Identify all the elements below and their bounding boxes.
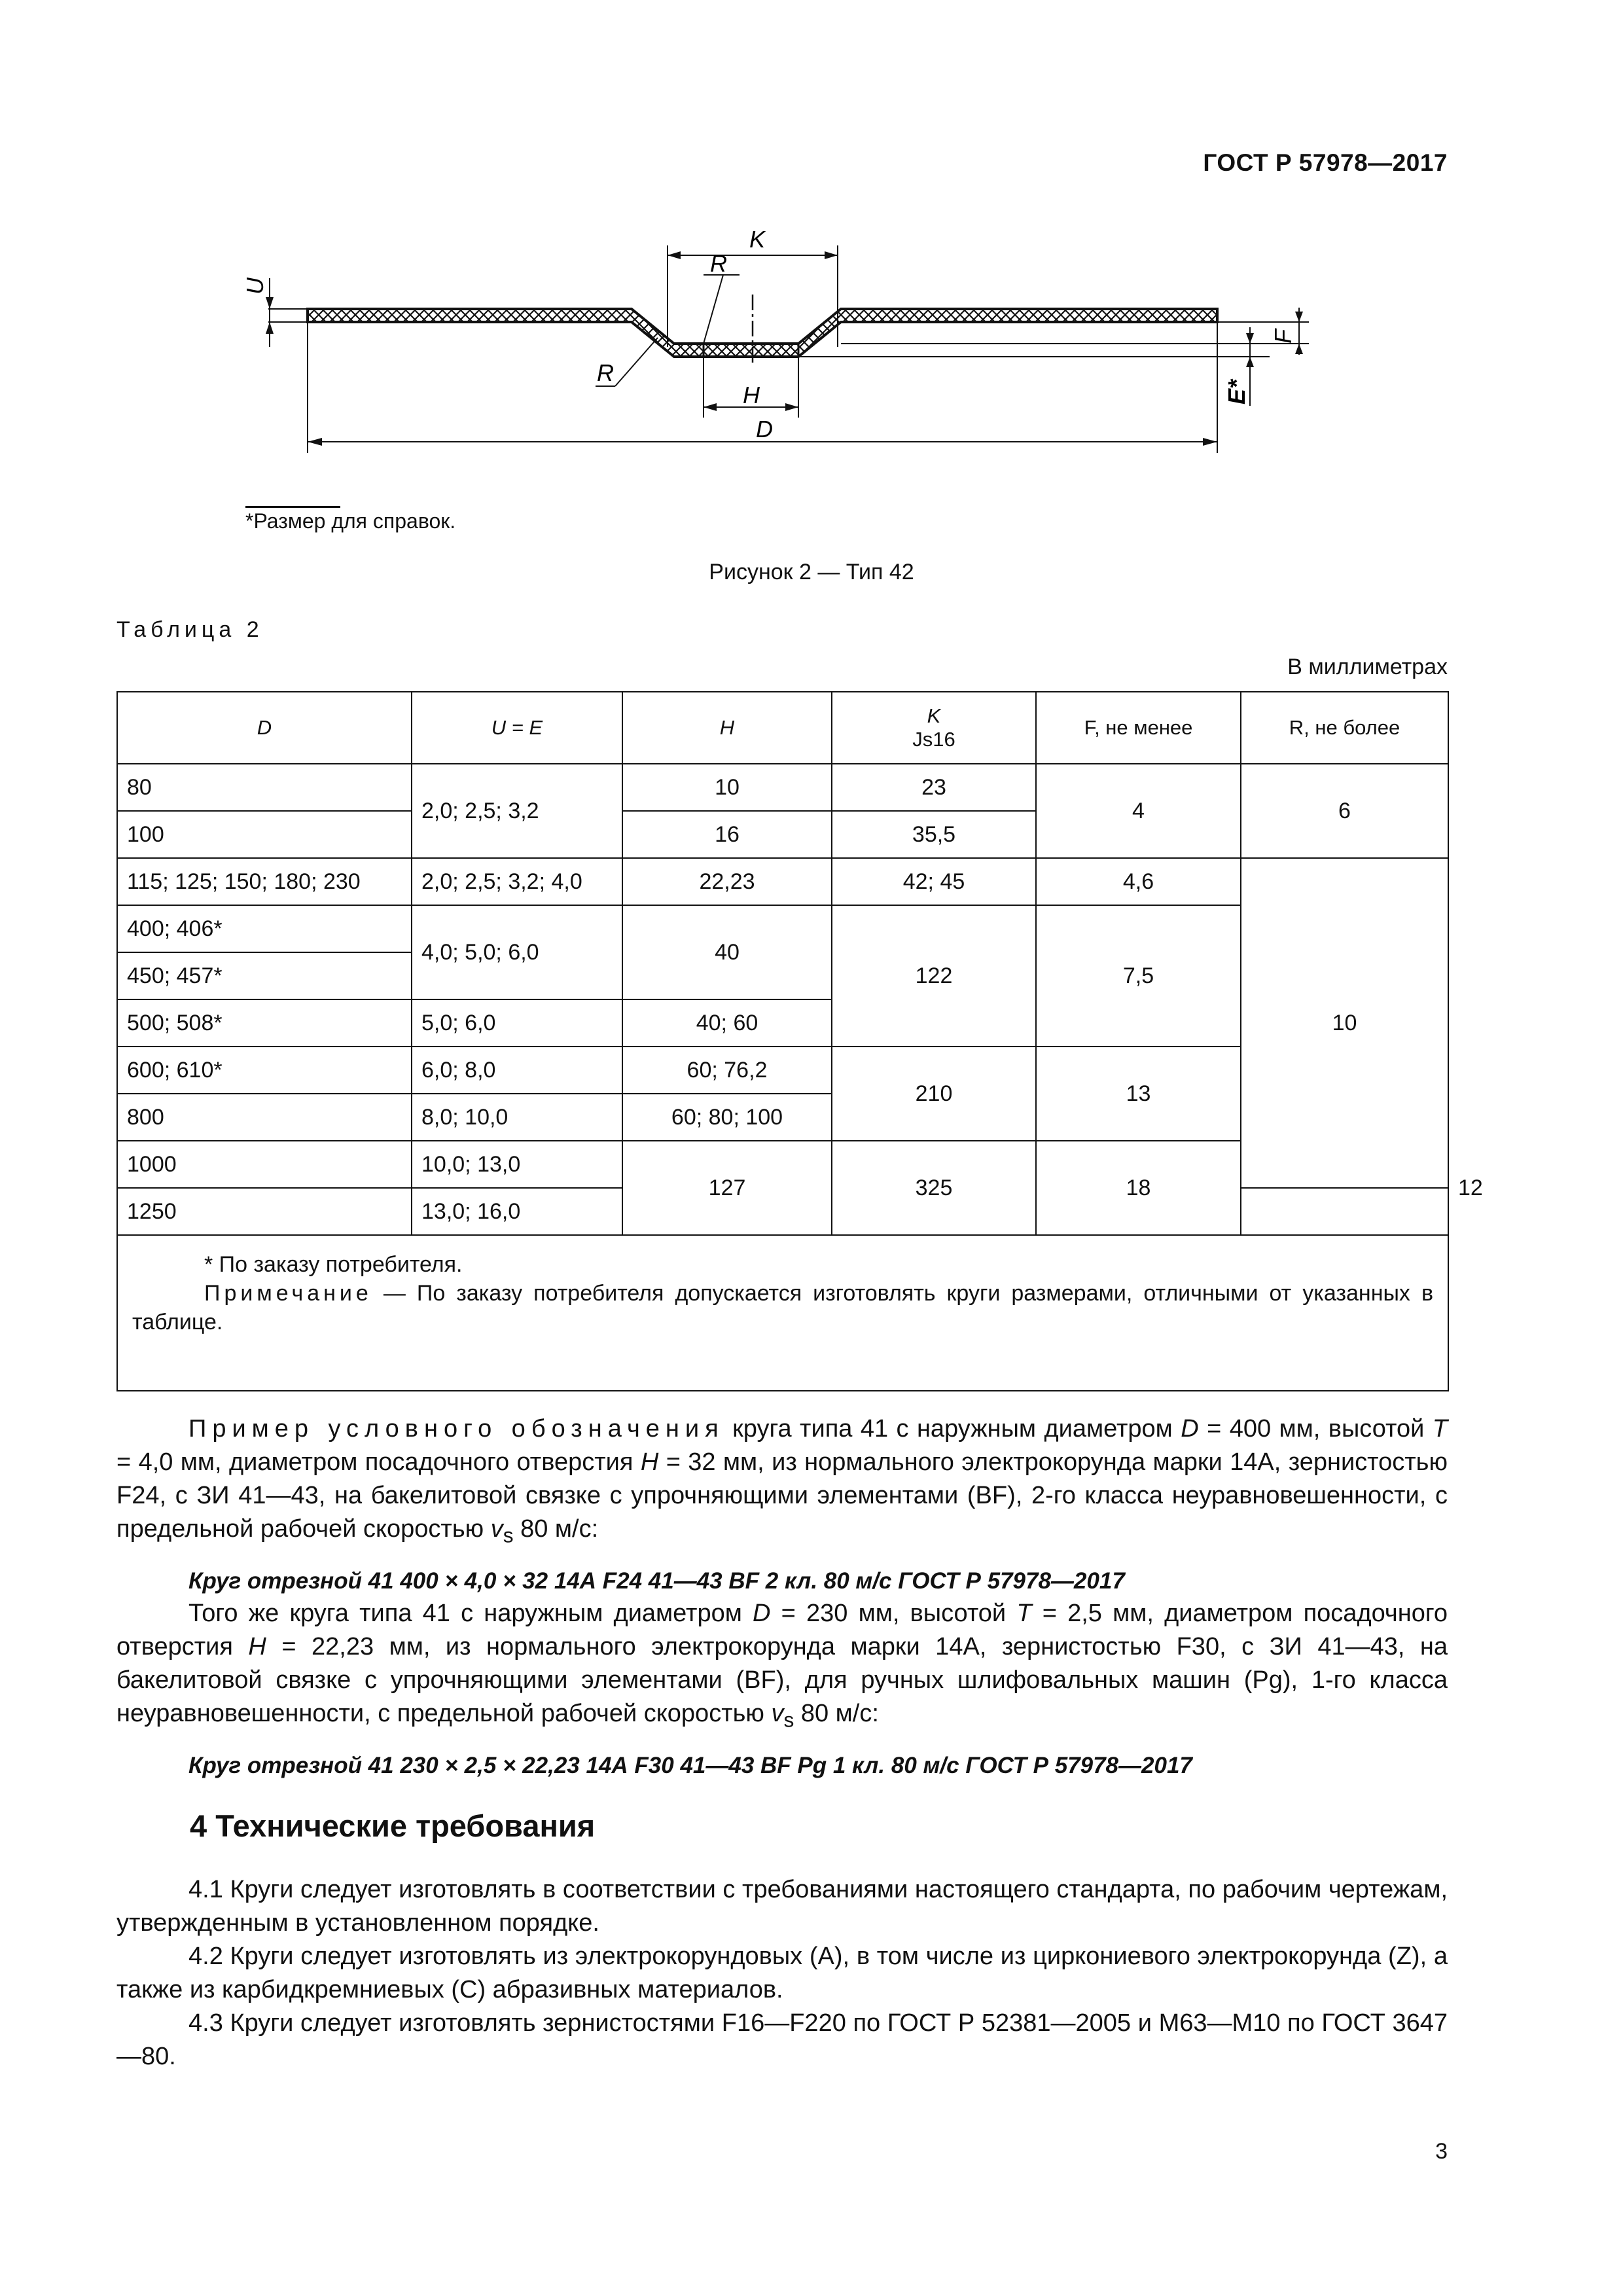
text-run: Того же круга типа 41 с наружным диаметром bbox=[188, 1600, 753, 1627]
table-row: 1000 10,0; 13,0 127 325 18 12 bbox=[117, 1141, 1448, 1188]
table-cell: 4 bbox=[1036, 764, 1241, 858]
header-D: D bbox=[117, 692, 412, 764]
table-note bbox=[132, 1279, 1433, 1336]
table-cell: 122 bbox=[832, 905, 1036, 1047]
table-cell: 7,5 bbox=[1036, 905, 1241, 1047]
label-R-left: R bbox=[597, 359, 614, 386]
text-run: H bbox=[248, 1633, 266, 1660]
table-cell: 210 bbox=[832, 1047, 1036, 1141]
example-1-designation: Круг отрезной 41 400 × 4,0 × 32 14А F24 41—43 BF 2 кл. 80 м/с ГОСТ Р 57978—2017 bbox=[188, 1568, 1125, 1594]
table-cell: 10 bbox=[622, 764, 832, 811]
table-cell: 2,0; 2,5; 3,2 bbox=[412, 764, 622, 858]
table-notes bbox=[117, 1235, 1448, 1391]
table-cell: 4,0; 5,0; 6,0 bbox=[412, 905, 622, 999]
text-run: H bbox=[640, 1448, 659, 1476]
header-K bbox=[832, 692, 1036, 764]
table-cell: 127 bbox=[622, 1141, 832, 1235]
table-cell: 115; 125; 150; 180; 230 bbox=[117, 858, 412, 905]
text-run: = 22,23 мм, из нормального электрокорунда марки 14А, зернистостью F30, с ЗИ 41—43, на бакелитовой связке с упрочняющими элементами (BF), для ручных шлифовальных машин (Pg), 1-го класса неуравновешенности, с предельной рабочей скоростью bbox=[116, 1633, 1448, 1727]
example-heading: Пример условного обозначения bbox=[188, 1415, 724, 1443]
table-cell: 600; 610* bbox=[117, 1047, 412, 1094]
example-2-text bbox=[116, 1597, 1448, 1737]
table-cell: 1250 bbox=[117, 1188, 412, 1235]
document-code: ГОСТ Р 57978—2017 bbox=[1203, 149, 1448, 176]
example-1 bbox=[116, 1412, 1448, 1598]
text-run: s bbox=[783, 1708, 794, 1732]
table-cell: 10,0; 13,0 bbox=[412, 1141, 622, 1188]
paragraph-4-2: 4.2 Круги следует изготовлять из электрокорундовых (А), в том числе из циркониевого электрокорунда (Z), а также из карбидкремниевых (С) абразивных материалов. bbox=[116, 1943, 1448, 2003]
table-cell: 400; 406* bbox=[117, 905, 412, 952]
table-cell: 325 bbox=[832, 1141, 1036, 1235]
label-R-top: R bbox=[710, 250, 727, 277]
table-cell: 16 bbox=[622, 811, 832, 858]
table-cell: 22,23 bbox=[622, 858, 832, 905]
table-title: Таблица 2 bbox=[116, 617, 264, 642]
table-cell: 42; 45 bbox=[832, 858, 1036, 905]
table-cell: 60; 80; 100 bbox=[622, 1094, 832, 1141]
header-F: F, не менее bbox=[1036, 692, 1241, 764]
table-cell: 60; 76,2 bbox=[622, 1047, 832, 1094]
table-cell: 1000 bbox=[117, 1141, 412, 1188]
text-run: v bbox=[771, 1700, 784, 1727]
example-1-text bbox=[116, 1412, 1448, 1552]
text-run: = 2,5 мм, диаметром посадочного отверстия bbox=[116, 1600, 1448, 1660]
section-4-body bbox=[116, 1873, 1448, 2073]
paragraph-4-1: 4.1 Круги следует изготовлять в соответствии с требованиями настоящего стандарта, по рабочим чертежам, утвержденным в установленном порядке. bbox=[116, 1876, 1448, 1937]
label-F: F bbox=[1270, 329, 1296, 344]
text-run: = 4,0 мм, диаметром посадочного отверстия bbox=[116, 1448, 641, 1476]
label-K: K bbox=[749, 226, 766, 253]
table-cell: 13 bbox=[1036, 1047, 1241, 1141]
figure-footnote: *Размер для справок. bbox=[245, 509, 456, 533]
table-cell: 8,0; 10,0 bbox=[412, 1094, 622, 1141]
text-run: круга типа 41 с наружным диаметром bbox=[724, 1415, 1181, 1443]
table-cell: 100 bbox=[117, 811, 412, 858]
table-cell: 10 bbox=[1241, 858, 1448, 1188]
text-run: v bbox=[490, 1515, 503, 1543]
table-cell: 35,5 bbox=[832, 811, 1036, 858]
footnote-rule bbox=[245, 506, 340, 508]
table-row bbox=[117, 764, 1448, 811]
paragraph-4-3: 4.3 Круги следует изготовлять зернистостями F16—F220 по ГОСТ Р 52381—2005 и М63—М10 по ГОСТ 3647—80. bbox=[116, 2009, 1448, 2070]
table-cell: 6 bbox=[1241, 764, 1448, 858]
figure-caption: Рисунок 2 — Тип 42 bbox=[709, 560, 914, 584]
text-run: T bbox=[1016, 1600, 1032, 1627]
text-run: = 230 мм, высотой bbox=[770, 1600, 1017, 1627]
page-number: 3 bbox=[1435, 2139, 1448, 2164]
label-H: H bbox=[743, 382, 760, 408]
text-run: D bbox=[753, 1600, 771, 1627]
table-cell: 40 bbox=[622, 905, 832, 999]
text-run: 80 м/с: bbox=[794, 1700, 879, 1727]
table-cell: 18 bbox=[1036, 1141, 1241, 1235]
table-cell: 450; 457* bbox=[117, 952, 412, 999]
table-cell: 80 bbox=[117, 764, 412, 811]
table-cell: 5,0; 6,0 bbox=[412, 999, 622, 1047]
note-label: Примечание bbox=[204, 1281, 372, 1306]
table-notes-row bbox=[117, 1235, 1448, 1391]
table-cell: 40; 60 bbox=[622, 999, 832, 1047]
text-run: = 400 мм, высотой bbox=[1198, 1415, 1433, 1443]
text-run: 80 м/с: bbox=[513, 1515, 599, 1543]
table-cell: 6,0; 8,0 bbox=[412, 1047, 622, 1094]
text-run: = 32 мм, из нормального электрокорунда марки 14А, зернистостью F24, с ЗИ 41—43, на бакелитовой связке с упрочняющими элементами (BF), 2-го класса неуравновешенности, с предельной рабочей скоростью bbox=[116, 1448, 1448, 1543]
table-cell: 13,0; 16,0 bbox=[412, 1188, 622, 1235]
wheel-section bbox=[308, 309, 1217, 357]
example-2 bbox=[116, 1597, 1448, 1782]
header-K-label: K bbox=[927, 704, 941, 727]
note-text: — По заказу потребителя допускается изготовлять круги размерами, отличными от указанных в таблице. bbox=[132, 1281, 1434, 1335]
table-cell: 500; 508* bbox=[117, 999, 412, 1047]
wheel-drawing bbox=[223, 209, 1335, 484]
table-row bbox=[117, 858, 1448, 905]
header-R: R, не более bbox=[1241, 692, 1448, 764]
table-header-row bbox=[117, 692, 1448, 764]
text-run: T bbox=[1432, 1415, 1448, 1443]
text-run: s bbox=[503, 1523, 514, 1547]
table-footnote: * По заказу потребителя. bbox=[204, 1252, 463, 1277]
table-cell: 4,6 bbox=[1036, 858, 1241, 905]
label-E: E* bbox=[1223, 379, 1250, 404]
dimensions-table bbox=[116, 691, 1483, 1391]
example-2-designation: Круг отрезной 41 230 × 2,5 × 22,23 14А F30 41—43 BF Pg 1 кл. 80 м/с ГОСТ Р 57978—2017 bbox=[188, 1752, 1192, 1778]
table-units: В миллиметрах bbox=[1287, 655, 1448, 679]
label-D: D bbox=[756, 416, 773, 442]
table-cell: 2,0; 2,5; 3,2; 4,0 bbox=[412, 858, 622, 905]
table-cell: 800 bbox=[117, 1094, 412, 1141]
text-run: D bbox=[1181, 1415, 1199, 1443]
header-K-tolerance: Js16 bbox=[912, 728, 955, 751]
label-U: U bbox=[241, 278, 268, 295]
table-cell: 23 bbox=[832, 764, 1036, 811]
header-U-E: U = E bbox=[412, 692, 622, 764]
section-title: 4 Технические требования bbox=[190, 1808, 596, 1843]
header-H: H bbox=[622, 692, 832, 764]
